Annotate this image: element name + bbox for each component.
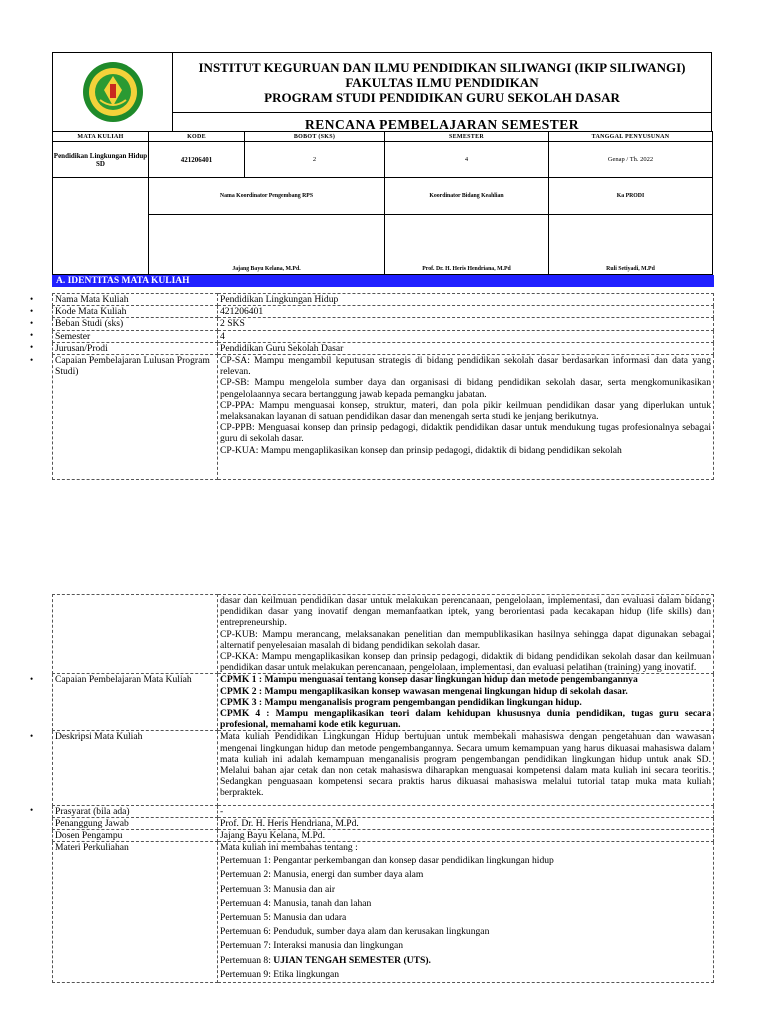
bullet: •: [30, 354, 34, 365]
identity-row-cpl-cont: [52, 595, 714, 674]
bullet: •: [30, 805, 34, 816]
identity-row-cpmk: [52, 674, 714, 731]
prerequisite-label: Prasyarat (bila ada): [53, 805, 218, 817]
meeting-number: Pertemuan 2:: [220, 869, 274, 881]
meta-value-credits: 2: [245, 142, 385, 178]
identity-row-prerequisite: [52, 805, 714, 817]
identity-row-description: [52, 731, 714, 805]
identity-value: 2 SKS: [218, 318, 714, 330]
bullet: •: [30, 342, 34, 353]
section-a-title: A. IDENTITAS MATA KULIAH: [56, 276, 190, 286]
cpmk-item: CPMK 2 : Mampu mengaplikasikan konsep wawasan mengenai lingkungan hidup di sekolah dasar.: [220, 685, 628, 697]
meeting-number: Pertemuan 8:: [220, 954, 274, 966]
meeting-topic: Manusia dan udara: [273, 912, 347, 924]
materials-item: [220, 854, 711, 868]
lecturer-value: Jajang Bayu Kelana, M.Pd.: [218, 830, 714, 842]
description-value: [218, 731, 714, 805]
meta-header-date: TANGGAL PENYUSUNAN: [549, 132, 713, 142]
meeting-number: Pertemuan 6:: [220, 926, 274, 938]
identity-label: Nama Mata Kuliah: [53, 294, 218, 306]
meeting-topic: Manusia, tanah dan lahan: [273, 897, 372, 909]
materials-item: [220, 925, 711, 939]
signature-role-row: [53, 178, 713, 215]
meta-header-credits: BOBOT (SKS): [245, 132, 385, 142]
section-a-heading: [52, 275, 714, 287]
cpl-item: CP-KKA: Mampu mengaplikasikan konsep dan prinsip pedagogi, didaktik di bidang pendidikan sekolah dasar dan keilmuan pendidikan dasar untuk melakukan perencanaan, pengelolaan, implementasi, dan evaluasi pelatihan (training) yang inovatif.: [220, 651, 711, 674]
meeting-topic: Manusia dan air: [273, 883, 336, 895]
identity-row-code: [52, 306, 714, 318]
ikip-siliwangi-seal-icon: [70, 60, 156, 124]
meta-value-row: [53, 142, 713, 178]
identity-row-program: [52, 342, 714, 354]
cpmk-value: [218, 674, 714, 731]
cpl-value-cont: [218, 595, 714, 674]
materials-item: [220, 939, 711, 953]
meta-value-semester: 4: [385, 142, 549, 178]
meeting-number: Pertemuan 9:: [220, 968, 274, 980]
materials-item: [220, 897, 711, 911]
meta-value-date: Genap / Th. 2022: [549, 142, 713, 178]
signature-role-developer: Nama Koordinator Pengembang RPS: [149, 178, 385, 215]
bullet: •: [30, 330, 34, 341]
meeting-topic: Interaksi manusia dan lingkungan: [273, 940, 404, 952]
meta-header-row: [53, 132, 713, 142]
identity-table-page2: [30, 594, 714, 983]
identity-value: 4: [218, 330, 714, 342]
identity-row-credits: [52, 318, 714, 330]
meta-header-code: KODE: [149, 132, 245, 142]
cpmk-item: CPMK 4 : Mampu mengaplikasikan teori dalam kehidupan khususnya dunia pendidikan, tugas guru secara profesional, memahami kode etik keguruan.: [220, 708, 711, 731]
logo-cell: [53, 53, 173, 137]
materials-item: [220, 968, 711, 982]
cpl-item: CP-PPA: Mampu menguasai konsep, struktur, materi, dan pola pikir keilmuan pendidikan dasar yang diperlukan untuk melaksanakan layanan di satuan pendidikan dasar dan menengah serta studi ke jenjang berikutnya.: [220, 399, 711, 423]
document-header: [52, 52, 712, 137]
cpl-item: CP-SA: Mampu mengambil keputusan strategis di bidang pendidikan sekolah dasar berdasarkan informasi dan data yang relevan.: [220, 355, 711, 378]
institution-title-cell: [173, 53, 712, 113]
signature-role-expertise: Koordinator Bidang Keahlian: [385, 178, 549, 215]
identity-value: Pendidikan Lingkungan Hidup: [218, 294, 714, 306]
faculty-name: FAKULTAS ILMU PENDIDIKAN: [345, 75, 539, 90]
cpmk-item: CPMK 3 : Mampu menganalisis program pengembangan pendidikan lingkungan hidup.: [220, 696, 582, 708]
meeting-topic: UJIAN TENGAH SEMESTER (UTS).: [273, 954, 431, 966]
bullet: •: [30, 730, 34, 741]
bullet: •: [30, 305, 34, 316]
meeting-number: Pertemuan 3:: [220, 883, 274, 895]
bullet: •: [30, 673, 34, 684]
signature-name-row: [53, 215, 713, 275]
description-text: Mata kuliah Pendidikan Lingkungan Hidup bertujuan untuk membekali mahasiswa dengan pengetahuan dan wawasan mengenai lingkungan hidup dan metode pengembangannya. Secara umum kemampuan yang harus dikuasai mahasiswa dalam mata kuliah ini adalah kemampuan menganalisis program pengembangan pendidikan lingkungan hidup untuk anak SD. Melalui bahan ajar cetak dan non cetak mahasiswa diharapkan menguasai kompetensi dalam mata kuliah ini secara teoritis. Sedangkan penguasaan kompetensi secara praktis harus dikuasai mahasiswa melalui tutorial tatap muka mata kuliah berpraktek.: [220, 731, 711, 799]
document-title: RENCANA PEMBELAJARAN SEMESTER: [173, 113, 712, 137]
meeting-topic: Manusia, energi dan sumber daya alam: [273, 869, 424, 881]
signature-name-head: Ruli Setiyadi, M.Pd: [549, 215, 713, 275]
cpl-item: CP-SB: Mampu mengelola sumber daya dan organisasi di bidang pendidikan sekolah dasar, serta mengkomunikasikan pengelolaannya secara bertanggung jawab kepada pemangku jabatan.: [220, 377, 711, 400]
program-name: PROGRAM STUDI PENDIDIKAN GURU SEKOLAH DASAR: [264, 90, 620, 105]
cpl-item: CP-PPB: Menguasai konsep dan prinsip pedagogi, didaktik pendidikan dasar untuk mendukung tugas profesionalnya sebagai guru di sekolah dasar.: [220, 422, 711, 445]
cpl-item: CP-KUB: Mampu merancang, melaksanakan penelitian dan mempublikasikan hasilnya sehingga dapat digunakan sebagai alternatif penyelesaian masalah di bidang pendidikan sekolah dasar.: [220, 628, 711, 651]
meta-value-code: 421206401: [149, 142, 245, 178]
identity-label: Kode Mata Kuliah: [53, 306, 218, 318]
identity-row-semester: [52, 330, 714, 342]
meta-header-semester: SEMESTER: [385, 132, 549, 142]
identity-table-page1: [30, 293, 714, 480]
identity-row-materials: [52, 842, 714, 983]
materials-item: [220, 868, 711, 882]
lecturer-label: Dosen Pengampu: [53, 830, 218, 842]
meeting-topic: Penduduk, sumber daya alam dan kerusakan lingkungan: [273, 926, 490, 938]
cpl-label: Capaian Pembelajaran Lulusan Program Studi): [53, 355, 218, 480]
identity-value: 421206401: [218, 306, 714, 318]
signature-name-expertise: Prof. Dr. H. Heris Hendriana, M.Pd: [385, 215, 549, 275]
materials-item: [220, 954, 711, 968]
cpl-item: dasar dan keilmuan pendidikan dasar untuk melakukan perencanaan, pengelolaan, implementasi, dan evaluasi dalam bidang pendidikan dasar yang inovatif dengan memanfaatkan iptek, yang berorientasi pada kecakapan hidup (life skills) dan entrepreneurship.: [220, 595, 711, 629]
materials-item: [220, 883, 711, 897]
materials-item: [220, 911, 711, 925]
identity-value: Pendidikan Guru Sekolah Dasar: [218, 342, 714, 354]
cpmk-item: CPMK 1 : Mampu menguasai tentang konsep dasar lingkungan hidup dan metode pengembangannya: [220, 674, 638, 686]
meeting-number: Pertemuan 7:: [220, 940, 274, 952]
materials-intro: Mata kuliah ini membahas tentang :: [220, 842, 358, 854]
identity-label: Semester: [53, 330, 218, 342]
identity-row-lecturer: [52, 830, 714, 842]
signature-role-head: Ka PRODI: [549, 178, 713, 215]
meta-header-course: MATA KULIAH: [53, 132, 149, 142]
institution-name: INSTITUT KEGURUAN DAN ILMU PENDIDIKAN SILIWANGI (IKIP SILIWANGI): [198, 60, 686, 75]
signature-name-developer: Jajang Bayu Kelana, M.Pd.: [149, 215, 385, 275]
cpmk-label: Capaian Pembelajaran Mata Kuliah: [53, 674, 218, 731]
responsible-value: Prof. Dr. H. Heris Hendriana, M.Pd.: [218, 817, 714, 829]
description-label: Deskripsi Mata Kuliah: [53, 731, 218, 805]
meeting-number: Pertemuan 5:: [220, 912, 274, 924]
identity-row-responsible: [52, 817, 714, 829]
materials-value: [218, 842, 714, 983]
course-meta-table: [52, 131, 713, 275]
identity-row-cpl: [52, 355, 714, 480]
bullet: •: [30, 317, 34, 328]
cpl-item: CP-KUA: Mampu mengaplikasikan konsep dan prinsip pedagogi, didaktik di bidang pendidikan sekolah: [220, 444, 622, 456]
identity-row-name: [52, 294, 714, 306]
meeting-number: Pertemuan 1:: [220, 855, 274, 867]
prerequisite-value: -: [218, 805, 714, 817]
meeting-topic: Etika lingkungan: [273, 968, 340, 980]
cpl-label-cont: [53, 595, 218, 674]
meeting-number: Pertemuan 4:: [220, 897, 274, 909]
cpl-value: [218, 355, 714, 480]
identity-label: Beban Studi (sks): [53, 318, 218, 330]
responsible-label: Penanggung Jawab: [53, 817, 218, 829]
meeting-topic: Pengantar perkembangan dan konsep dasar pendidikan lingkungan hidup: [273, 855, 554, 867]
materials-label: Materi Perkuliahan: [53, 842, 218, 983]
signature-blank-cell: [53, 178, 149, 275]
bullet: •: [30, 293, 34, 304]
meta-value-course: Pendidikan Lingkungan Hidup SD: [53, 142, 149, 178]
identity-label: Jurusan/Prodi: [53, 342, 218, 354]
